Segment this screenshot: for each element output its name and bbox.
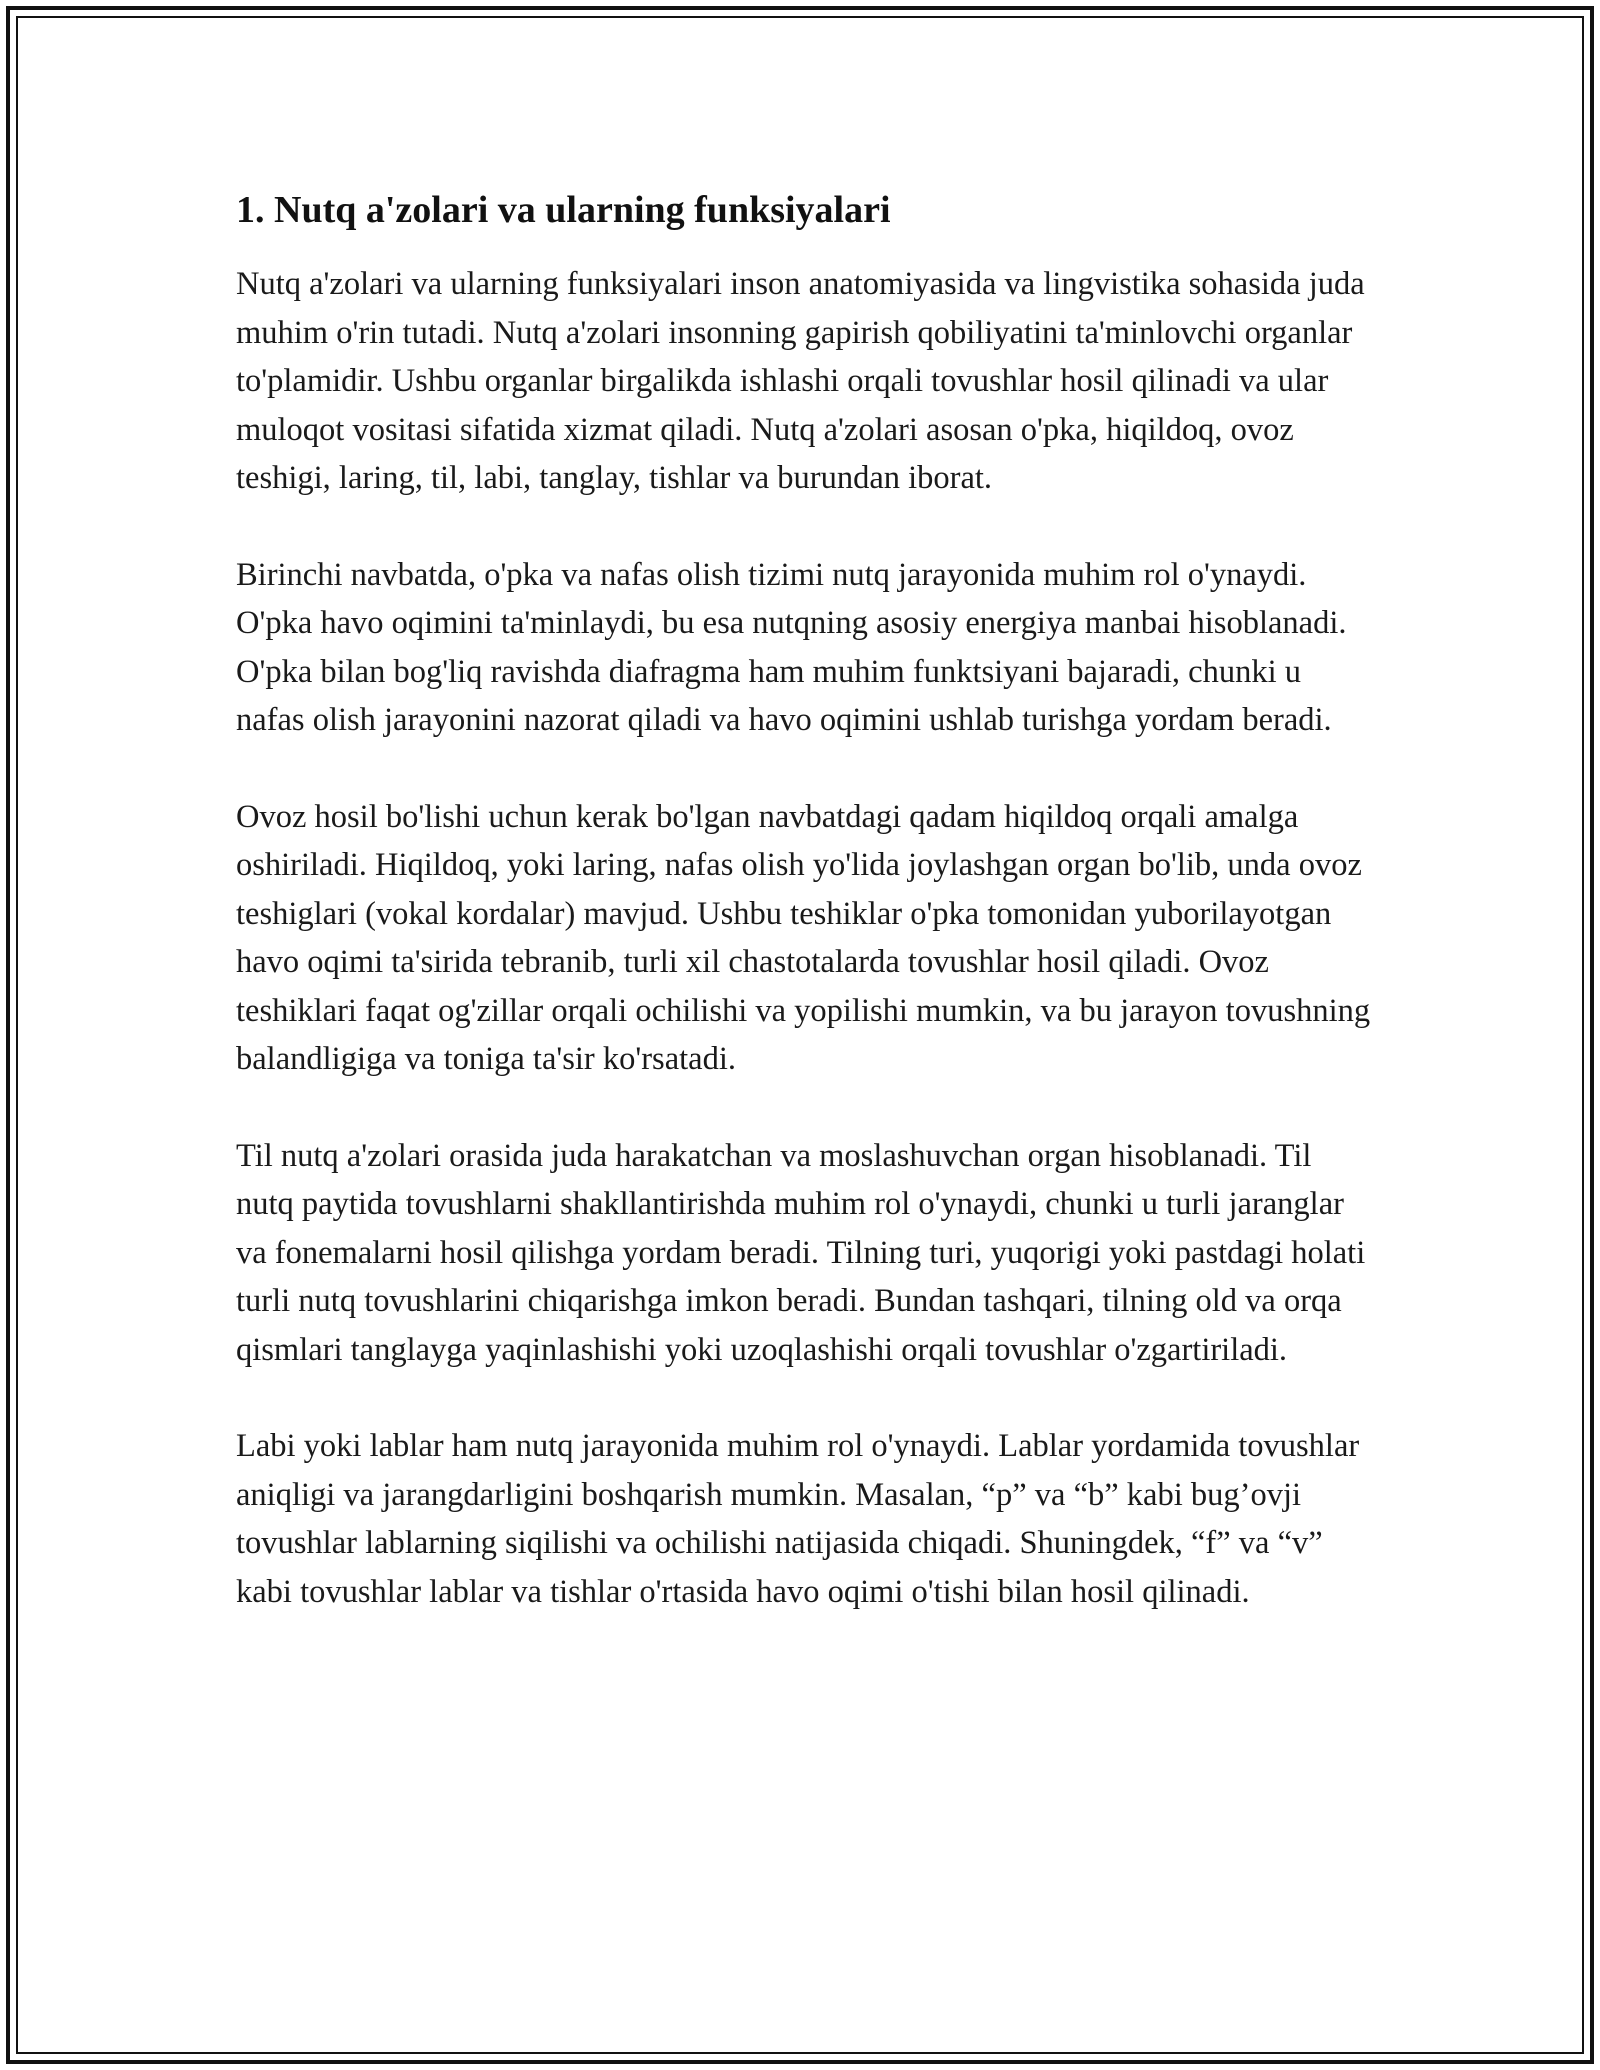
paragraph-larynx: Ovoz hosil bo'lishi uchun kerak bo'lgan navbatdagi qadam hiqildoq orqali amalga oshiriladi. Hiqildoq, yoki laring, nafas olish yo'lida joylashgan organ bo'lib, unda ovoz teshiglari (vokal kordalar) mavjud. Ushbu teshiklar o'pka tomonidan yuborilayotgan havo oqimi ta'sirida tebranib, turli xil chastotalarda tovushlar hosil qiladi. Ovoz teshiklari faqat og'zillar orqali ochilishi va yopilishi mumkin, va bu jarayon tovushning balandligiga va toniga ta'sir ko'rsatadi. [236, 798, 1371, 1077]
paragraph-lungs: Birinchi navbatda, o'pka va nafas olish tizimi nutq jarayonida muhim rol o'ynaydi. O'pka havo oqimini ta'minlaydi, bu esa nutqning asosiy energiya manbai hisoblanadi. O'pka bilan bog'liq ravishda diafragma ham muhim funktsiyani bajaradi, chunki u nafas olish jarayonini nazorat qiladi va havo oqimini ushlab turishga yordam beradi. [236, 556, 1347, 738]
paragraph-tongue: Til nutq a'zolari orasida juda harakatchan va moslashuvchan organ hisoblanadi. Til nutq paytida tovushlarni shakllantirishda muhim rol o'ynaydi, chunki u turli jaranglar va fonemalarni hosil qilishga yordam beradi. Tilning turi, yuqorigi yoki pastdagi holati turli nutq tovushlarini chiqarishga imkon beradi. Bundan tashqari, tilning old va orqa qismlari tanglayga yaqinlashishi yoki uzoqlashishi orqali tovushlar o'zgartiriladi. [236, 1137, 1366, 1368]
paragraph-intro: Nutq a'zolari va ularning funksiyalari inson anatomiyasida va lingvistika sohasida juda muhim o'rin tutadi. Nutq a'zolari insonning gapirish qobiliyatini ta'minlovchi organlar to'plamidir. Ushbu organlar birgalikda ishlashi orqali tovushlar hosil qilinadi va ular muloqot vositasi sifatida xizmat qiladi. Nutq a'zolari asosan o'pka, hiqildoq, ovoz teshigi, laring, til, labi, tanglay, tishlar va burundan iborat. [236, 266, 1365, 496]
paragraph-lips: Labi yoki lablar ham nutq jarayonida muhim rol o'ynaydi. Lablar yordamida tovushlar aniqligi va jarangdarligini boshqarish mumkin. Masalan, “p” va “b” kabi bug’ovji tovushlar lablarning siqilishi va ochilishi natijasida chiqadi. Shuningdek, “f” va “v” kabi tovushlar lablar va tishlar o'rtasida havo oqimi o'tishi bilan hosil qilinadi. [236, 1428, 1360, 1610]
document-title: 1. Nutq a'zolari va ularning funksiyalari [236, 189, 891, 231]
document-body [236, 186, 1376, 1664]
